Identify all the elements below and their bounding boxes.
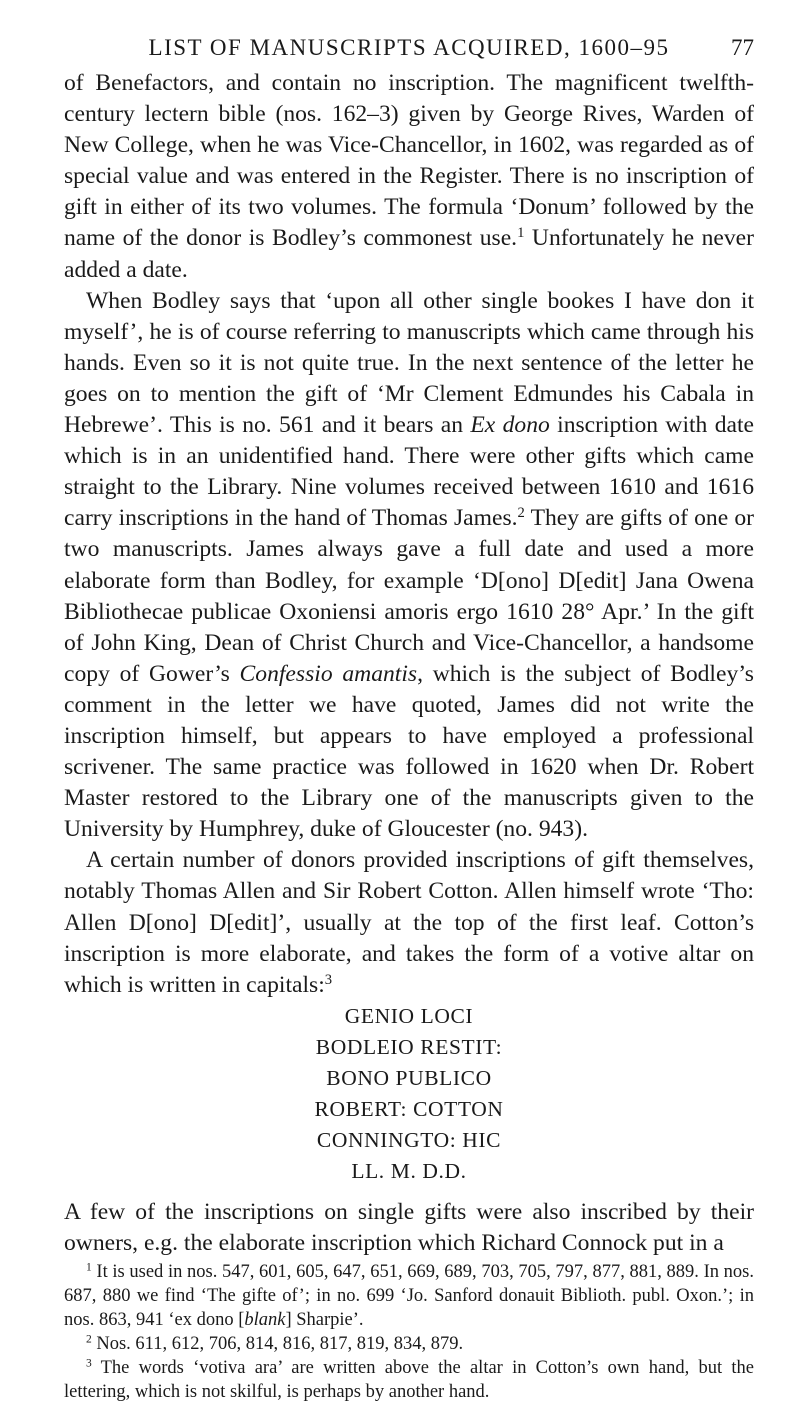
- ex-dono-italic: Ex dono: [470, 412, 550, 439]
- running-title: LIST OF MANUSCRIPTS ACQUIRED, 1600–95: [148, 35, 670, 60]
- paragraph-2-text-c: They are gifts of one or two manuscripts. James always gave a full date and used a more elaborate form than Bodley, for example ‘D[ono] D[edit] Jana Owena Bibliothecae publicae Oxoniensi amoris ergo 1610 28° Apr.’ In the gift of John King, Dean of Christ Church and Vice-Chancellor, a handsome copy of Gower’s: [64, 505, 754, 687]
- footnote-1: [64, 1260, 754, 1332]
- paragraph-2-text-b: inscription with date which is in an unidentified hand. There were other gifts which came straight to the Library. Nine volumes received between 1610 and 1616 carry inscriptions in the hand of Thomas James.: [64, 412, 754, 532]
- page-number: 77: [731, 35, 754, 60]
- footnotes: [64, 1260, 754, 1404]
- footnote-1-text-a: It is used in nos. 547, 601, 605, 647, 651, 669, 689, 703, 705, 797, 877, 881, 889. In nos. 687, 880 we find ‘The gifte of’; in no. 699 ‘Jo. Sanford donauit Biblioth. publ. Oxon.’; in nos. 863, 941 ‘ex dono [: [64, 1261, 754, 1330]
- inscription-line: BONO PUBLICO: [326, 1066, 492, 1090]
- paragraph-3: [64, 845, 754, 1000]
- footnote-2: [64, 1332, 754, 1356]
- footnote-ref-3: 3: [324, 971, 333, 988]
- paragraph-2: [64, 286, 754, 846]
- footnote-ref-2: 2: [517, 505, 525, 522]
- book-page: [64, 30, 754, 1404]
- inscription-line: ROBERT: COTTON: [314, 1097, 504, 1122]
- running-head: [64, 30, 754, 66]
- footnote-2-text: Nos. 611, 612, 706, 814, 816, 817, 819, 834, 879.: [91, 1333, 464, 1354]
- footnote-1-text-b: ] Sharpie’.: [285, 1309, 364, 1330]
- paragraph-1: [64, 68, 754, 286]
- inscription-line: LL. M. D.D.: [351, 1159, 467, 1184]
- footnote-3-text: The words ‘votiva ara’ are written above the altar in Cotton’s own hand, but the lettering, which is not skilful, is perhaps by another hand.: [64, 1357, 754, 1402]
- blank-italic: blank: [244, 1309, 286, 1330]
- paragraph-3-text: A certain number of donors provided inscriptions of gift themselves, notably Thomas Allen and Sir Robert Cotton. Allen himself wrote ‘Tho: Allen D[ono] D[edit]’, usually at the top of the first leaf. Cotton’s inscription is more elaborate, and takes the form of a votive altar on which is written in capitals:: [64, 847, 754, 998]
- footnote-3: [64, 1356, 754, 1404]
- paragraph-2-text-d: , which is the subject of Bodley’s comment in the letter we have quoted, James did not write the inscription himself, but appears to have employed a professional scrivener. The same practice was followed in 1620 when Dr. Robert Master restored to the Library one of the manuscripts given to the University by Humphrey, duke of Gloucester (no. 943).: [64, 660, 754, 843]
- confessio-amantis-italic: Confessio amantis: [239, 660, 418, 687]
- footnote-2-mark: 2: [86, 1333, 92, 1346]
- footnote-ref-1: 1: [517, 225, 525, 242]
- footnote-3-mark: 3: [86, 1357, 92, 1370]
- inscription-line: BODLEIO RESTIT:: [315, 1034, 503, 1059]
- main-text: [64, 68, 754, 1260]
- paragraph-4-text: A few of the inscriptions on single gifts were also inscribed by their owners, e.g. the elaborate inscription which Richard Connock put in a: [64, 1199, 754, 1257]
- paragraph-1-text-end: Unfortunately he never added a date.: [64, 225, 754, 283]
- paragraph-2-text-a: When Bodley says that ‘upon all other single bookes I have don it myself’, he is of course referring to manuscripts which came through his hands. Even so it is not quite true. In the next sentence of the letter he goes on to mention the gift of ‘Mr Clement Edmundes his Cabala in Hebrewe’. This is no. 561 and it bears an: [64, 287, 754, 439]
- inscription-line: GENIO LOCI: [344, 1003, 474, 1028]
- paragraph-1-text: of Benefactors, and contain no inscription. The magnificent twelfth-century lectern bible (nos. 162–3) given by George Rives, Warden of New College, when he was Vice-Chancellor, in 1602, was regarded as of special value and was entered in the Register. There is no inscription of gift in either of its two volumes. The formula ‘Donum’ followed by the name of the donor is Bodley’s commonest use.: [64, 70, 754, 252]
- inscription-line: CONNINGTO: HIC: [316, 1128, 502, 1153]
- paragraph-4: [64, 1197, 754, 1259]
- footnote-1-mark: 1: [86, 1261, 92, 1274]
- cotton-inscription: [64, 1001, 754, 1188]
